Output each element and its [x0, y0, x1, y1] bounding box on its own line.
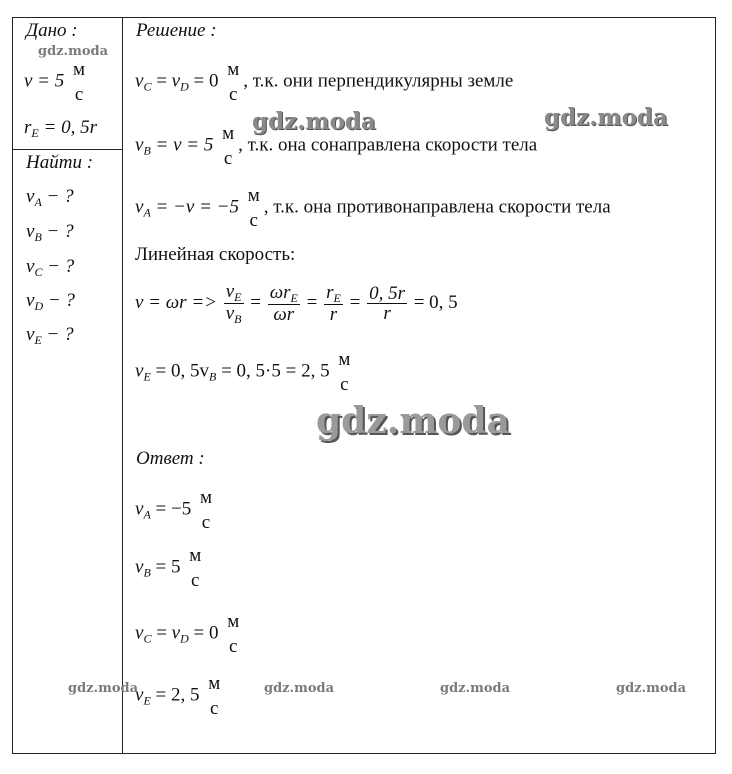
find-item [26, 256, 74, 280]
line3-eq: = −v = −5 [155, 196, 239, 218]
ratio-den: r [329, 304, 338, 325]
solution-line-2: $v_B = v = 5$ м с , т.к. она сонаправлена скорости тела [135, 123, 538, 169]
find-rest: − ? [41, 221, 74, 242]
line2-eq: = v = 5 [155, 134, 214, 156]
given-v-unit [71, 60, 87, 104]
answer-vC-vD: $v_C = v_D = 0$ м с [135, 611, 240, 657]
find-symbol: v [26, 221, 35, 242]
find-sub: A [34, 195, 42, 209]
watermark: gdz.moda [252, 108, 376, 135]
ratio-vE-vB: $\frac{v_E}{v_B}$ [225, 281, 242, 326]
rE-sub: E [31, 126, 39, 140]
line3-text: , т.к. она противонаправлена скорости тела [263, 196, 611, 218]
unit-den: с [229, 84, 238, 105]
ratio-num: ωr [269, 282, 291, 303]
find-item [26, 186, 74, 210]
answer-value: = 2, 5 [155, 684, 200, 706]
vE-calc: = 0, 5v [155, 360, 209, 382]
find-rest: − ? [42, 256, 75, 277]
unit-num: м [247, 185, 260, 206]
vE-calculation: $v_E = 0$, $5v_B = 0$, 5·5 = 2, 5 м с [135, 349, 351, 395]
find-rest: − ? [41, 186, 74, 207]
unit-num: м [208, 673, 221, 694]
unit [225, 612, 241, 656]
watermark: gdz.moda [544, 104, 668, 131]
find-sub: B [34, 230, 42, 244]
answer-title: Ответ : [136, 448, 205, 469]
unit-num: м [227, 611, 240, 632]
given-rE [24, 117, 97, 141]
unit-num: м [227, 59, 240, 80]
formula-result: = 0, 5 [413, 291, 458, 313]
linear-speed-label: Линейная скорость: [135, 244, 296, 265]
line1-text: , т.к. они перпендикулярны земле [243, 70, 514, 92]
formula-lhs: v = ωr => [135, 291, 217, 313]
given-v-eq: v = 5 [24, 70, 65, 92]
find-symbol: v [26, 186, 35, 207]
answer-value: = −5 [155, 498, 192, 520]
watermark: gdz.moda [616, 681, 687, 696]
rE-symbol: r [24, 117, 32, 138]
find-sub: E [34, 333, 42, 347]
unit-den: с [223, 148, 233, 169]
solution-line-1: $v_C = v_D = 0$ м с , т.к. они перпендикулярны земле [135, 59, 514, 105]
unit [187, 546, 203, 590]
answer-vB: $v_B = 5$ м с [135, 545, 202, 591]
watermark: gdz.moda [264, 681, 335, 696]
line2-text: , т.к. она сонаправлена скорости тела [238, 134, 538, 156]
find-symbol: v [26, 324, 35, 345]
ratio-omega: $\frac{\omega r_E}{\omega r}$ [269, 282, 298, 325]
answer-value: = 5 [155, 556, 181, 578]
given-title: Дано : [26, 20, 78, 41]
answer-vA: $v_A = -5$ м с [135, 487, 212, 533]
line1-eq: = 0 [193, 70, 219, 92]
unit-den: с [249, 210, 258, 231]
unit [225, 60, 241, 104]
column-divider [122, 18, 123, 754]
unit-den: с [229, 636, 238, 657]
unit-num: м [222, 123, 235, 144]
unit-den: с [210, 698, 219, 719]
given-v [24, 60, 89, 104]
watermark: gdz.moda [316, 400, 510, 442]
find-item [26, 221, 74, 245]
formula-line: v = ωr => $\frac{v_E}{v_B}$ = $\frac{\omega r_E}{\omega r}$ = $\frac{r_E}{r}$ = $\frac{0, 5r}{r}$ = 0, 5 [135, 281, 458, 326]
ratio-numeric [367, 284, 407, 323]
unit [220, 124, 236, 168]
find-rest: − ? [43, 290, 75, 311]
unit-den: с [74, 84, 84, 105]
unit-num: м [338, 349, 351, 370]
unit [206, 674, 222, 718]
find-symbol: v [26, 290, 35, 311]
watermark: gdz.moda [68, 681, 139, 696]
rE-value: = 0, 5r [43, 117, 97, 138]
solution-title: Решение : [136, 20, 217, 41]
answer-value: = 0 [193, 622, 219, 644]
solution-line-3: $v_A = -v = -5$ м с , т.к. она противонаправлена скорости тела [135, 185, 611, 231]
unit-num: м [199, 487, 212, 508]
ratio-den: ωr [273, 304, 295, 325]
watermark: gdz.moda [38, 44, 109, 59]
unit [198, 488, 214, 532]
find-item [26, 324, 74, 348]
find-rest: − ? [41, 324, 74, 345]
unit-num: м [73, 59, 86, 80]
ratio-num: 0, 5r [369, 283, 405, 304]
ratio-rE-r: $\frac{r_E}{r}$ [326, 282, 341, 325]
vE-calc-rest: = 0, 5·5 = 2, 5 [216, 360, 330, 382]
given-find-divider [13, 149, 122, 150]
unit [336, 350, 352, 394]
unit-den: с [201, 512, 211, 533]
find-item [26, 290, 75, 314]
unit-num: м [189, 545, 202, 566]
find-sub: C [34, 265, 43, 279]
find-sub: D [34, 299, 44, 313]
answer-vE: $v_E = 2$, 5 м с [135, 673, 221, 719]
unit-den: с [340, 374, 349, 395]
watermark: gdz.moda [440, 681, 511, 696]
find-title: Найти : [26, 152, 94, 173]
find-symbol: v [26, 256, 35, 277]
ratio-den: r [383, 303, 391, 324]
unit-den: с [191, 570, 200, 591]
unit [246, 186, 262, 230]
